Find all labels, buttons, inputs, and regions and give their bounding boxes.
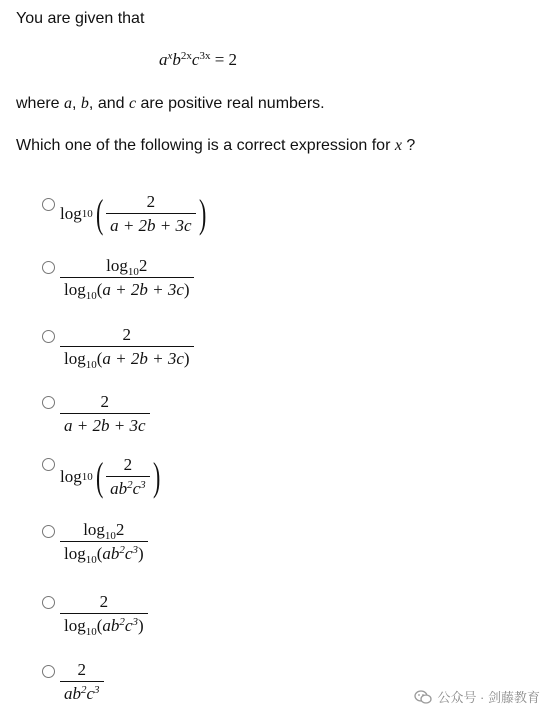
wechat-icon — [414, 690, 432, 704]
option-c: $\frac{2}{\log_{10}(a + 2b + 3c)}$ — [60, 325, 194, 369]
option-h-radio[interactable] — [42, 665, 55, 678]
watermark-text: 公众号 · 剑藤教育 — [437, 690, 540, 705]
option-h: $\frac{2}{ab^2c^3}$ — [60, 660, 104, 704]
option-b: $\frac{\log_{10}2}{\log_{10}(a + 2b + 3c)}$ — [60, 256, 194, 300]
option-g: $\frac{2}{\log_{10}(ab^2c^3)}$ — [60, 592, 148, 636]
option-a: log 10 ( $\frac{2}{a + 2b + 3c}$ ) — [60, 191, 206, 236]
option-a-radio[interactable] — [42, 198, 55, 211]
where-text: where a, b, and c are positive real numbers. — [16, 95, 325, 112]
option-f: $\frac{\log_{10}2}{\log_{10}(ab^2c^3)}$ — [60, 520, 148, 564]
given-equation: $a^xb^{2x}c^{3x} = 2$ — [159, 50, 238, 69]
option-d: $\frac{2}{a + 2b + 3c}$ — [60, 392, 150, 436]
option-f-radio[interactable] — [42, 525, 55, 538]
question-text: Which one of the following is a correct expression for x ? — [16, 137, 416, 154]
option-e: log 10 ( $\frac{2}{ab^2c^3}$ ) — [60, 454, 160, 499]
intro-text: You are given that — [16, 10, 145, 27]
watermark — [414, 687, 540, 706]
option-b-radio[interactable] — [42, 261, 55, 274]
option-e-radio[interactable] — [42, 458, 55, 471]
option-g-radio[interactable] — [42, 596, 55, 609]
option-d-radio[interactable] — [42, 396, 55, 409]
option-c-radio[interactable] — [42, 330, 55, 343]
